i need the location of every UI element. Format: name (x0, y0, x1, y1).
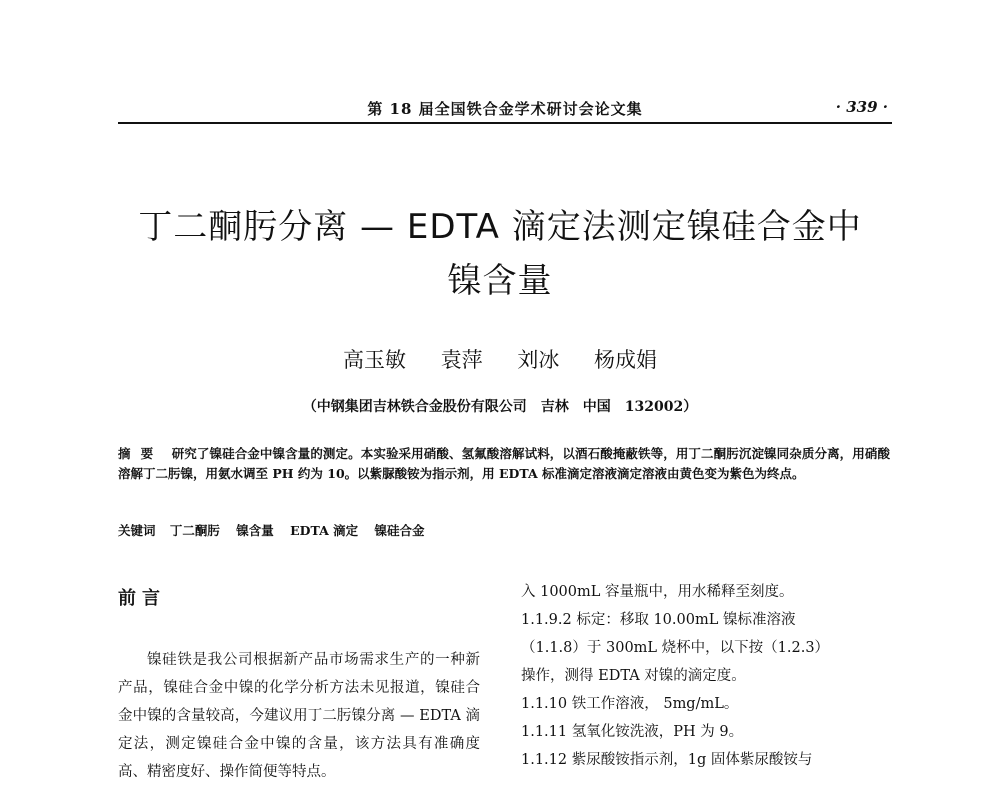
body-line: 1.1.12 紫尿酸铵指示剂，1g 固体紫尿酸铵与 (521, 752, 813, 768)
keyword: 镍硅合金 (374, 523, 425, 538)
keyword: 丁二酮肟 (169, 523, 220, 538)
abstract-text: 研究了镍硅合金中镍含量的测定。本实验采用硝酸、氢氟酸溶解试料，以酒石酸掩蔽铁等，用丁二酮肟沉淀镍同杂质分离，用硝酸溶解丁二肟镍，用氨水调至 PH 约为 10。以紫脲酸铵为指示剂，用 EDTA 标准滴定溶液滴定溶液由黄色变为紫色为终点。 (118, 446, 890, 481)
keyword: EDTA 滴定 (290, 523, 359, 538)
title-line-1: 丁二酮肟分离 — EDTA 滴定法测定镍硅合金中 (138, 207, 862, 247)
right-column (521, 578, 893, 774)
journal-title: 第 18 届全国铁合金学术研讨会论文集 (367, 100, 643, 118)
title-line-2: 镍含量 (447, 261, 553, 301)
body-line: 1.1.10 铁工作溶液， 5mg/mL。 (521, 696, 739, 712)
keywords-label: 关键词 (118, 523, 156, 538)
keywords (118, 521, 890, 539)
author-name: 袁萍 (440, 348, 483, 372)
abstract (118, 444, 890, 484)
body-line: （1.1.8）于 300mL 烧杯中，以下按（1.2.3） (521, 640, 830, 656)
body-line: 入 1000mL 容量瓶中，用水稀释至刻度。 (521, 584, 794, 600)
keyword: 镍含量 (236, 523, 274, 538)
author-list (0, 344, 1000, 374)
author-name: 杨成娟 (594, 348, 658, 372)
abstract-label: 摘要 (118, 446, 164, 461)
page-number: · 339 · (835, 98, 888, 116)
intro-paragraph: 镍硅铁是我公司根据新产品市场需求生产的一种新产品，镍硅合金中镍的化学分析方法未见报道，镍硅合金中镍的含量较高，今建议用丁二肟镍分离 — EDTA 滴定法，测定镍硅合金中镍的含量，该方法具有准确度高、精密度好、操作简便等特点。 (118, 652, 480, 780)
author-name: 高玉敏 (342, 348, 406, 372)
body-line: 操作，测得 EDTA 对镍的滴定度。 (521, 668, 746, 684)
paper-title (0, 200, 1000, 308)
running-header (118, 96, 892, 124)
left-column (118, 584, 480, 786)
affiliation: （中钢集团吉林铁合金股份有限公司 吉林 中国 132002） (302, 399, 698, 415)
section-heading-preface: 前言 (118, 588, 166, 609)
body-line: 1.1.11 氢氧化铵洗液，PH 为 9。 (521, 724, 744, 740)
body-line: 1.1.9.2 标定：移取 10.00mL 镍标准溶液 (521, 612, 796, 628)
author-name: 刘冰 (517, 348, 560, 372)
